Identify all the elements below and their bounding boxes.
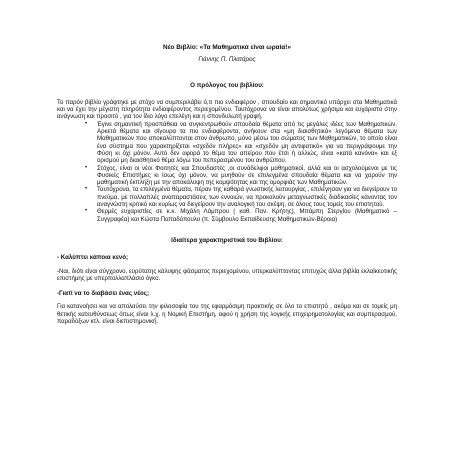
bullet-item	[85, 208, 397, 223]
preface-heading: Ο πρόλογος του βιβλίου:	[190, 81, 264, 89]
question-gap: - Καλύπτει κάποια κενό;	[57, 254, 129, 262]
bullet-text: Θερμές ευχαριστίες σε κ.κ. Μιχάλη Λάμπρου ( καθ. Παν. Κρήτης), Μπάμπη Στεργίου (Μαθηματικό –Συγγραφέα) και Κώστα Παπαδόπουλο (π. Σύμβουλο Εκπαίδευσης Μαθηματικών-Βέροια)	[97, 208, 397, 223]
bullet-icon: •	[85, 186, 88, 193]
bullet-icon: •	[85, 120, 88, 127]
bullet-icon: •	[85, 208, 88, 215]
bullet-item	[85, 186, 397, 209]
answer-gap: -Ναι, διότι είναι σύγχρονο, ευρύτατης κάλυψης φάσματος περιεχομένου, υπερκαλύπτοντας επιτυχώς άλλα βιβλία εκλαϊκευτικής επιστήμης με υπερπολλαπλάσιο όγκο.	[57, 267, 397, 282]
features-heading: Ιδιαίτερα χαρακτηριστικά του Βιβλίου:	[171, 236, 283, 244]
question-why-read: -Γιατί να το διαβάσει ένας νέος;	[57, 290, 150, 298]
bullet-icon: •	[85, 164, 88, 171]
bullet-text: Στόχος, είναι οι νέοι Φοιτητές και Σπουδαστές ,οι συνάδελφοι μαθηματικοί, αλλά και οι ασχολούμενοι με τις Φυσικές Επιστήμες κι ίσως όχι μόνον, να μυηθούν σε επιλεγμένα σπουδαία θέματα και να χαρούν την μαθηματική έκπληξη με την αποκάλυψη της κομψότητας και της ομορφιάς των Μαθηματικών.	[97, 164, 397, 187]
bullet-list	[57, 121, 397, 223]
bullet-item	[85, 120, 397, 165]
document-content	[57, 44, 397, 325]
answer-why-read: Για κατανοήσει και να απολαύσει την φιλοσοφία του της εφαρμόσιμη πρακτικής σε όλο το επιστητό , ακόμα και σε τομείς μη θετικής κατευθύνσεως όπως είναι λ.χ. η Νομική Επιστήμη, αφού η χρήση της λογικής επιχειρηματολογίας και συμπερασμού, παραδόξων κτλ. είναι διεπιστημονική.	[57, 303, 397, 326]
bullet-text: Έγινε σημαντική προσπάθεια να συγκεντρωθούν σπουδαία θέματα από τις μεγάλες ιδέες των Μαθηματικών. Αρκετά θέματα και σίγουρα τα πιο ενδιαφέροντα, ανήκουν στα «μη διαισθητικά» λεγόμενα θέματα των Μαθηματικών που αποκαλύπτονται στον άνθρωπο, μόνο μέσω του σώματος των Μαθηματικών, το οποίο είναι ένα σύστημα που χαρακτηρίζεται «σχεδόν πλήρες» και «σχεδόν μη αντιφατικό» για να περιγράψουμε την Φύση κι όχι μόνον. Αυτό δεν αφορά το θέμα του απείρου που έτσι ή αλλιώς, είναι «κατά κανόνα» και εξ ορισμού μη διαισθητικό θέμα λόγω του πεπερασμένου του ανθρώπου.	[97, 120, 397, 165]
document-title: Νέο Βιβλίο: «Τα Μαθηματικά είναι ωραία!»	[163, 44, 291, 51]
document-author: Γιάννης Π. Πλατάρος	[198, 56, 256, 64]
bullet-item	[85, 164, 397, 187]
bullet-text: Ταυτόχρονα, τα επιλεγμένα θέματα, πέραν της καθαρά γνωστικής λειτουργίας , επιλέγησαν για να διεγείρουν το πνεύμα, με πολλαπλές αναπαραστάσεις των εννοιών, να προκαλούν μεταγνωστικές διαδικασίες κάνοντας τον αναγνώστη κριτικό και κυρίως να διεγείρουν την αναλογική του σκέψη, σε όλους τους τομείς του επιστητού.	[97, 186, 397, 209]
intro-paragraph: Το παρόν βιβλίο γράφτηκε με στόχο να συμπεριλάβει ό,τι πιο ενδιαφέρον , σπουδαίο και σημαντικό υπάρχει στα Μαθηματικά και να έχει την μέγιστη πληρότητα ενδιαφέροντος περιεχομένου. Ταυτόχρονα να είναι απολύτως χρήσιμο και ευχάριστο στην ανάγνωση και προσιτό , για τον ίδιο λόγο επελέγη και η σπονδυλωτή γραφή.	[57, 98, 397, 121]
